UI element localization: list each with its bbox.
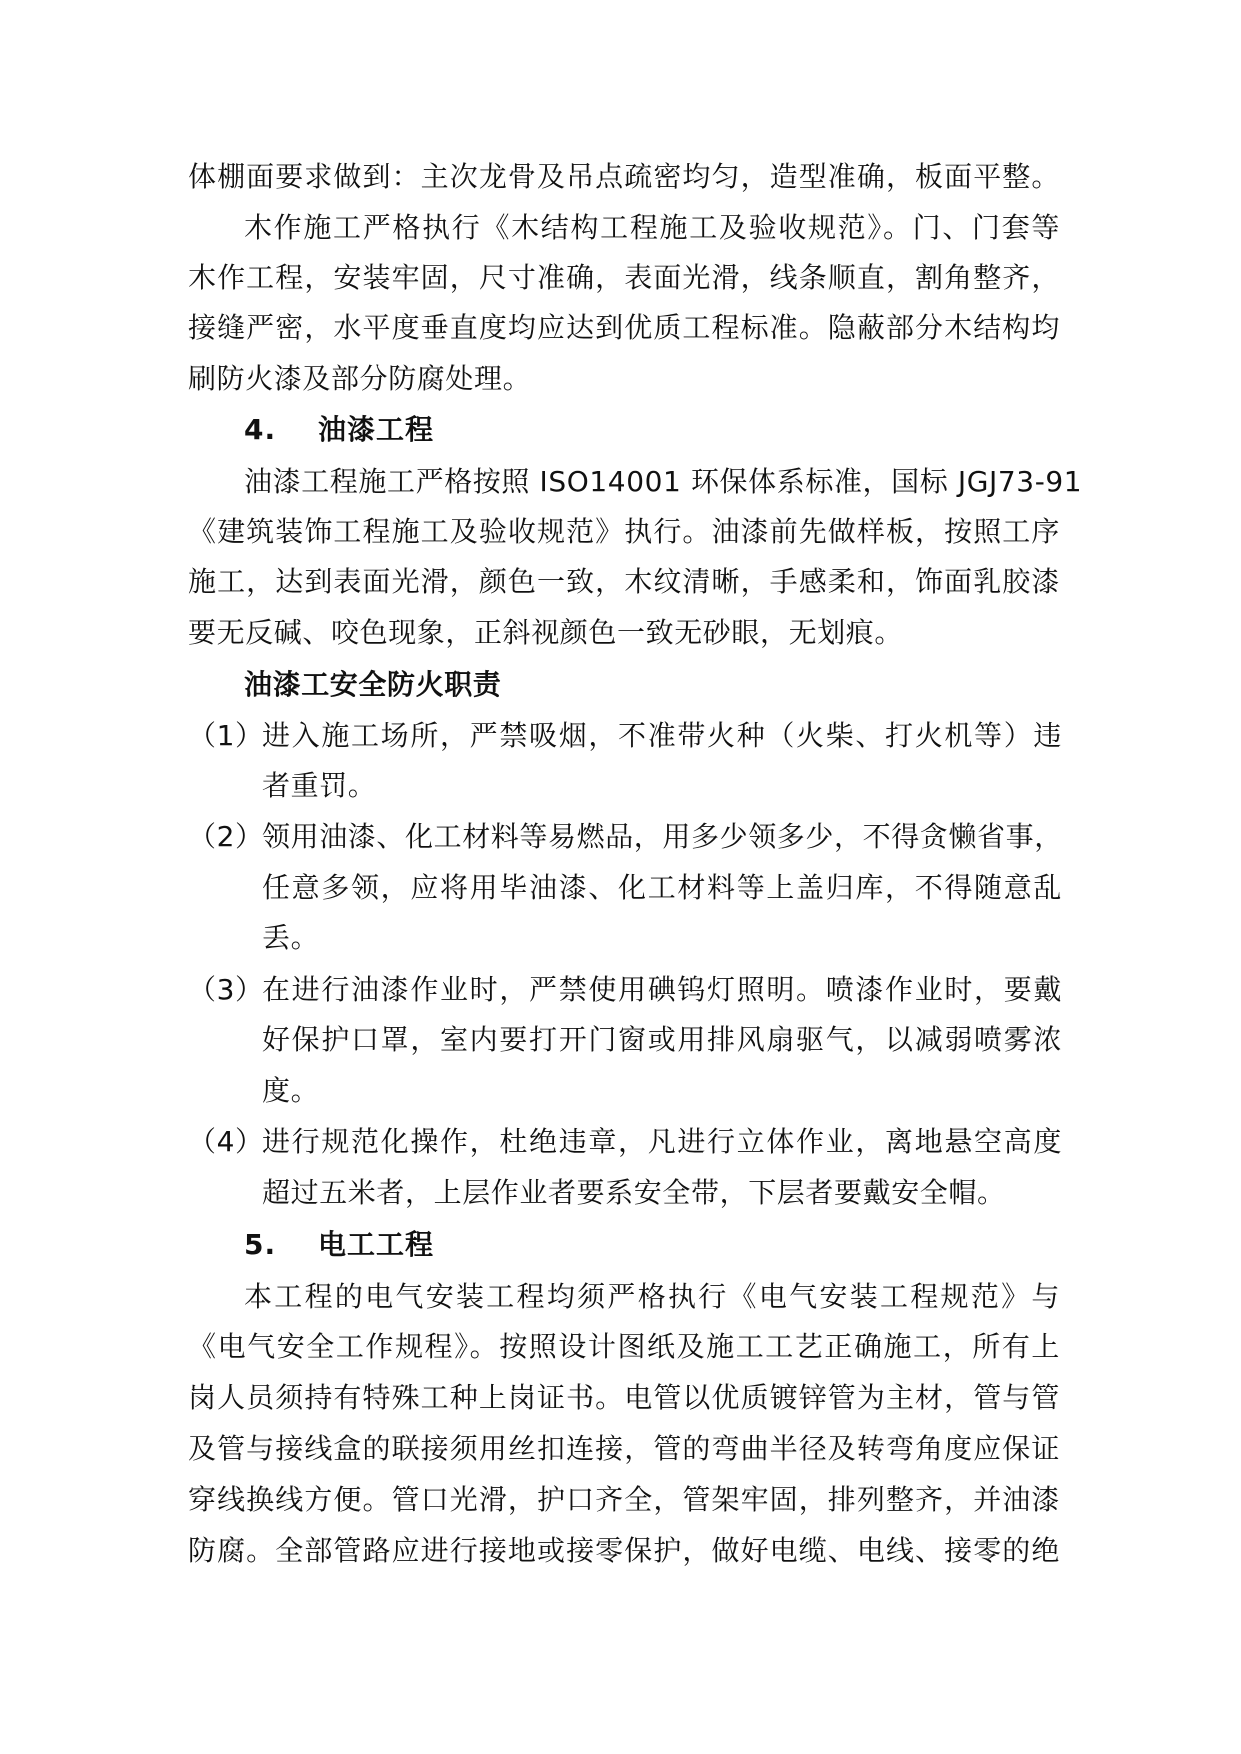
list-item-text: 进行规范化操作，杜绝违章，凡进行立体作业，离地悬空高度	[262, 1125, 1062, 1158]
paragraph-line: 油漆工程施工严格按照 ISO14001 环保体系标准，国标 JGJ73-91	[244, 465, 1083, 498]
paragraph-line: 体棚面要求做到：主次龙骨及吊点疏密均匀，造型准确，板面平整。	[188, 160, 1060, 193]
list-item-text: 丢。	[262, 921, 320, 954]
section-number: 5.	[244, 1228, 277, 1261]
list-item-text: 领用油漆、化工材料等易燃品，用多少领多少，不得贪懒省事，	[262, 820, 1063, 853]
list-item-text: 超过五米者，上层作业者要系安全带，下层者要戴安全帽。	[262, 1176, 1006, 1209]
list-item-number: （4）	[188, 1125, 264, 1158]
section-heading-4	[244, 410, 1116, 450]
paragraph-line: 要无反碱、咬色现象，正斜视颜色一致无砂眼，无划痕。	[188, 616, 904, 649]
paragraph-line: 岗人员须持有特殊工种上岗证书。电管以优质镀锌管为主材，管与管	[188, 1381, 1060, 1414]
list-item-text: 度。	[262, 1074, 320, 1107]
paragraph-line: 穿线换线方便。管口光滑，护口齐全，管架牢固，排列整齐，并油漆	[188, 1483, 1060, 1516]
section-title: 油漆工程	[318, 413, 435, 446]
paragraph-line: 木作工程，安装牢固，尺寸准确，表面光滑，线条顺直，割角整齐，	[188, 261, 1060, 294]
list-item-number: （1）	[188, 719, 264, 752]
section-heading-5	[244, 1225, 1116, 1265]
paragraph-line: 《电气安全工作规程》。按照设计图纸及施工工艺正确施工，所有上	[188, 1330, 1060, 1363]
list-item-number: （2）	[188, 820, 264, 853]
paragraph-line: 刷防火漆及部分防腐处理。	[188, 362, 532, 395]
list-item-text: 任意多领，应将用毕油漆、化工材料等上盖归库，不得随意乱	[262, 871, 1062, 904]
paragraph-line: 本工程的电气安装工程均须严格执行《电气安装工程规范》与	[244, 1280, 1060, 1313]
paragraph-line: 木作施工严格执行《木结构工程施工及验收规范》。门、门套等	[244, 211, 1060, 244]
list-item-number: （3）	[188, 973, 264, 1006]
paragraph-line: 接缝严密，水平度垂直度均应达到优质工程标准。隐蔽部分木结构均	[188, 311, 1060, 344]
section-number: 4.	[244, 413, 277, 446]
subsection-title: 油漆工安全防火职责	[244, 668, 502, 701]
list-item-text: 在进行油漆作业时，严禁使用碘钨灯照明。喷漆作业时，要戴	[262, 973, 1062, 1006]
paragraph-line: 及管与接线盒的联接须用丝扣连接，管的弯曲半径及转弯角度应保证	[188, 1432, 1060, 1465]
paragraph-line: 防腐。全部管路应进行接地或接零保护，做好电缆、电线、接零的绝	[188, 1534, 1060, 1567]
section-title: 电工工程	[318, 1228, 435, 1261]
paragraph-line: 《建筑装饰工程施工及验收规范》执行。油漆前先做样板，按照工序	[188, 515, 1060, 548]
paragraph-line: 施工，达到表面光滑，颜色一致，木纹清晰，手感柔和，饰面乳胶漆	[188, 565, 1060, 598]
list-item-text: 进入施工场所，严禁吸烟，不准带火种（火柴、打火机等）违	[262, 719, 1062, 752]
list-item-text: 者重罚。	[262, 769, 377, 802]
list-item-text: 好保护口罩，室内要打开门窗或用排风扇驱气，以减弱喷雾浓	[262, 1023, 1062, 1056]
